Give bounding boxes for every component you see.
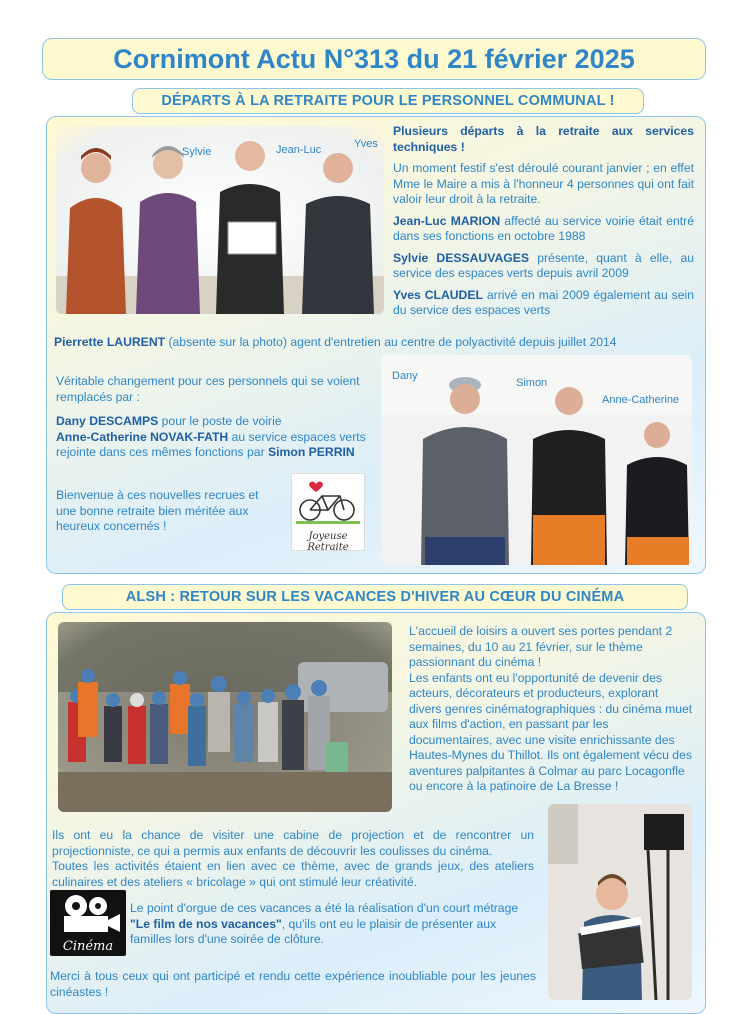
label-yves: Yves xyxy=(354,138,378,150)
welcome-text: Bienvenue à ces nouvelles recrues et une bonne retraite bien méritée aux heureux concernés ! xyxy=(56,488,259,533)
section2-thanks: Merci à tous ceux qui ont participé et rendu cette expérience inoubliable pour les jeunes cinéastes ! xyxy=(50,969,536,999)
dany-text: pour le poste de voirie xyxy=(158,414,282,428)
cinema-logo-text: Cinéma xyxy=(62,939,114,954)
section2-para5 xyxy=(130,901,534,948)
replacements-intro: Véritable changement pour ces personnels qui se voient remplacés par : xyxy=(56,374,360,404)
page-title: Cornimont Actu N°313 du 21 février 2025 xyxy=(42,38,706,80)
jean-luc-name: Jean-Luc MARION xyxy=(393,213,501,228)
children-photo xyxy=(58,622,392,812)
label-anne-catherine: Anne-Catherine xyxy=(602,394,680,406)
para5-start: Le point d'orgue de ces vacances a été la réalisation d'un court métrage xyxy=(130,901,519,915)
label-sylvie: Sylvie xyxy=(182,146,212,158)
para5-end: , qu'ils ont eu le plaisir de présenter aux familles lors d'une soirée de clôture. xyxy=(130,916,497,946)
label-jean-luc: Jean-Luc xyxy=(276,144,322,156)
section1-intro: Plusieurs départs à la retraite aux services techniques ! xyxy=(393,124,694,154)
section2-para1: L'accueil de loisirs a ouvert ses portes pendant 2 semaines, du 10 au 21 février, sur le thème passionnant du cinéma ! xyxy=(409,624,673,669)
label-dany: Dany xyxy=(392,370,418,382)
joyeuse-retraite-text: Joyeuse Retraite xyxy=(307,531,349,553)
joyeuse-retraite-logo xyxy=(291,473,365,551)
pierrette-name: Pierrette LAURENT xyxy=(54,335,166,349)
sylvie-text: présente, quant à elle, au service des espaces verts depuis avril 2009 xyxy=(393,250,694,280)
film-camera-icon xyxy=(50,890,126,934)
bicycle-icon xyxy=(292,474,364,526)
section2-banner: ALSH : RETOUR SUR LES VACANCES D'HIVER AU CŒUR DU CINÉMA xyxy=(62,584,688,610)
sylvie-name: Sylvie DESSAUVAGES xyxy=(393,250,529,265)
label-simon: Simon xyxy=(516,377,548,389)
pierrette-text: (absente sur la photo) agent d'entretien au centre de polyactivité depuis juillet 2014 xyxy=(165,335,617,349)
section2-para3: Ils ont eu la chance de visiter une cabine de projection et de rencontrer un projectionniste, ce qui a permis aux enfants de découvrir les coulisses du cinéma. xyxy=(52,828,534,858)
section2-right-text xyxy=(409,624,693,795)
section2-para4: Toutes les activités étaient en lien avec ce thème, avec de grands jeux, des ateliers culinaires et des ateliers « bricolage » qui ont stimulé leur créativité. xyxy=(52,859,534,889)
anne-catherine-name: Anne-Catherine NOVAK-FATH xyxy=(56,429,229,444)
pierrette-line xyxy=(54,335,694,351)
section1-para1: Un moment festif s'est déroulé courant janvier ; en effet Mme le Maire a mis à l'honneur 4 personnes qui ont fait valoir leur droit à la retraite. xyxy=(393,161,694,206)
film-title: "Le film de nos vacances" xyxy=(130,916,282,931)
yves-text: arrivé en mai 2009 également au sein du service des espaces verts xyxy=(393,287,694,317)
jean-luc-text: affecté au service voirie était entré dans ses fonctions en octobre 1988 xyxy=(393,213,694,243)
anne-catherine-text: au service espaces verts rejointe dans ces mêmes fonctions par xyxy=(56,429,366,459)
section2-lower-text xyxy=(52,828,534,890)
yves-name: Yves CLAUDEL xyxy=(393,287,483,302)
replacements-text xyxy=(56,374,374,461)
section1-banner: DÉPARTS À LA RETRAITE POUR LE PERSONNEL COMMUNAL ! xyxy=(132,88,644,114)
retirees-photo xyxy=(56,126,384,314)
dany-name: Dany DESCAMPS xyxy=(56,414,159,428)
section2-para2: Les enfants ont eu l'opportunité de devenir des acteurs, décorateurs et producteurs, explorant divers genres cinématographiques : du cinéma muet aux films d'action, en passant par les documentaires, avec une visite enrichissante des Hautes-Mynes du Thillot. Ils ont également vécu des aventures palpitantes à Colmar au parc Locagonfle ou encore à la patinoire de La Bresse ! xyxy=(409,670,693,793)
section1-text xyxy=(393,124,694,325)
boy-clapperboard-photo xyxy=(548,804,692,1000)
simon-name: Simon PERRIN xyxy=(268,445,355,459)
cinema-logo xyxy=(50,890,126,956)
